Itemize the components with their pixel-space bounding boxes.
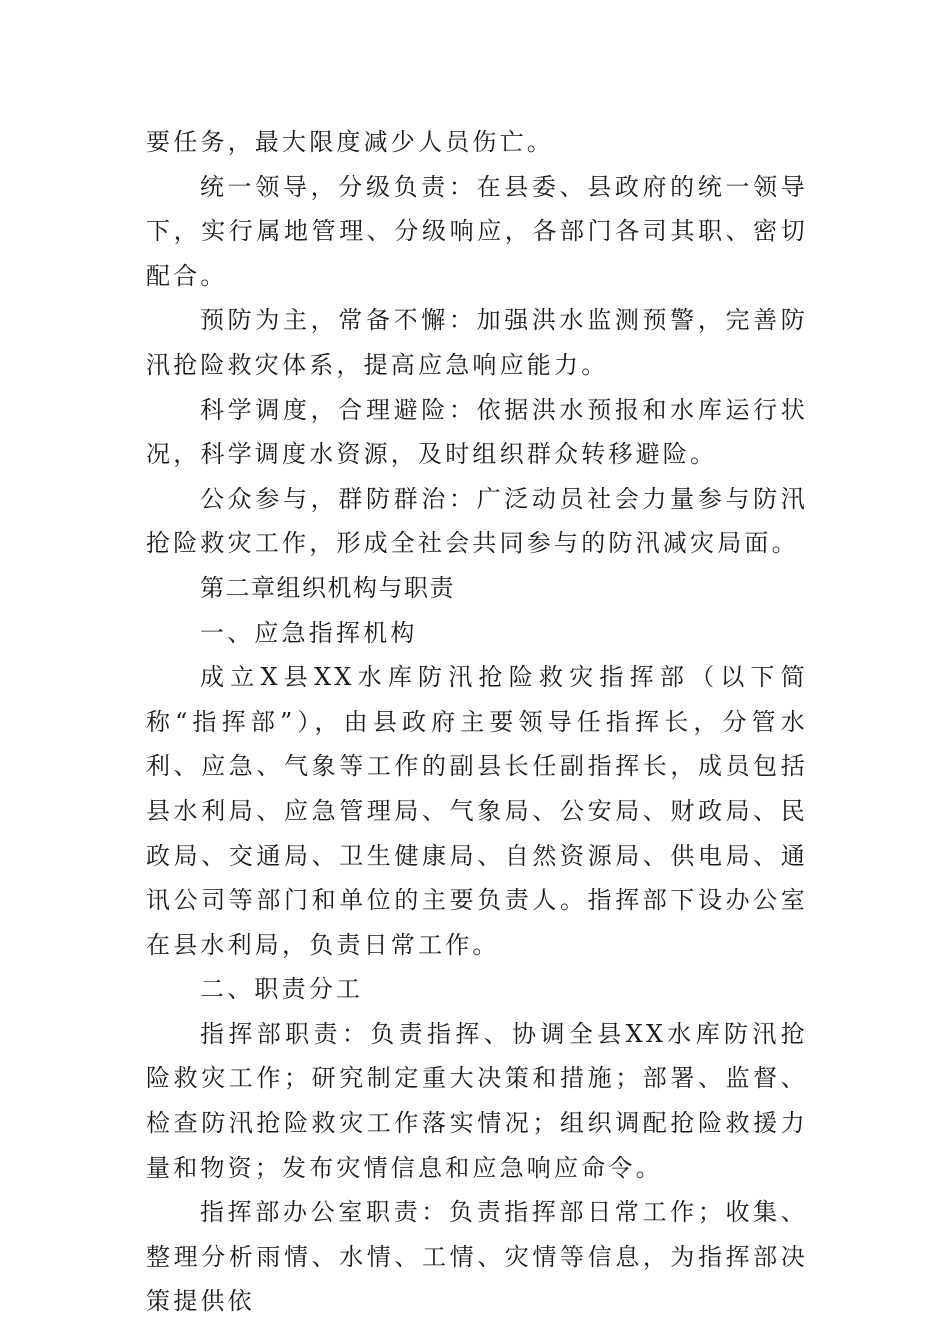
paragraph-continuation: 要任务，最大限度减少人员伤亡。 (146, 128, 554, 156)
paragraph-office-duties: 指挥部办公室职责：负责指挥部日常工作；收集、整理分析雨情、水情、工情、灾情等信息，为指挥部决策提供依 (146, 1198, 808, 1316)
paragraph-unified-leadership: 统一领导，分级负责：在县委、县政府的统一领导下，实行属地管理、分级响应，各部门各司其职、密切配合。 (146, 172, 808, 290)
paragraph-prevention-first: 预防为主，常备不懈：加强洪水监测预警，完善防汛抢险救灾体系，提高应急响应能力。 (146, 306, 808, 379)
section-heading-duties: 二、职责分工 (200, 975, 364, 1004)
section-heading-command: 一、应急指挥机构 (200, 618, 418, 647)
paragraph-command-establishment: 成立X县XX水库防汛抢险救灾指挥部（以下简称“指挥部”），由县政府主要领导任指挥长，分管水利、应急、气象等工作的副县长任副指挥长，成员包括县水利局、应急管理局、气象局、公安局、财政局、民政局、交通局、卫生健康局、自然资源局、供电局、通讯公司等部门和单位的主要负责人。指挥部下设办公室在县水利局，负责日常工作。 (146, 663, 808, 959)
paragraph-command-duties: 指挥部职责：负责指挥、协调全县XX水库防汛抢险救灾工作；研究制定重大决策和措施；部署、监督、检查防汛抢险救灾工作落实情况；组织调配抢险救援力量和物资；发布灾情信息和应急响应命令。 (146, 1019, 808, 1182)
paragraph-scientific-dispatch: 科学调度，合理避险：依据洪水预报和水库运行状况，科学调度水资源，及时组织群众转移避险。 (146, 395, 808, 469)
document-body (146, 120, 808, 1324)
chapter-heading: 第二章组织机构与职责 (200, 573, 455, 602)
paragraph-public-participation: 公众参与，群防群治：广泛动员社会力量参与防汛抢险救灾工作，形成全社会共同参与的防汛减灾局面。 (146, 484, 808, 558)
